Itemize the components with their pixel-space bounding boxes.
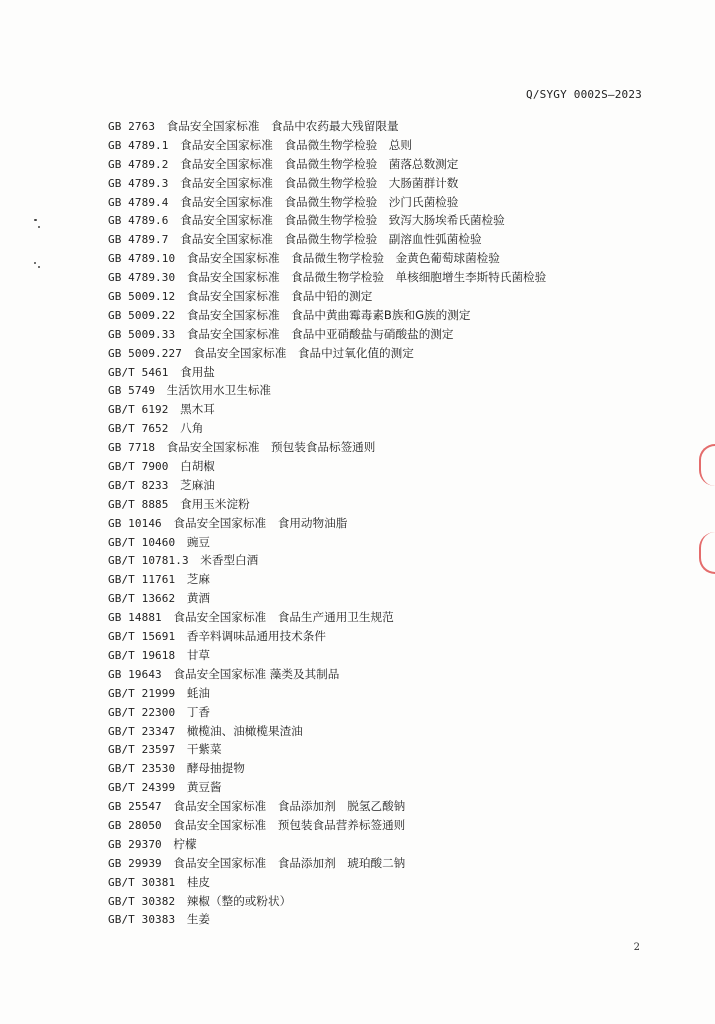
- reference-item: [108, 854, 546, 873]
- standard-code: GB 4789.30: [108, 271, 176, 285]
- normative-references-list: [108, 117, 546, 929]
- standard-code: GB/T 7900: [108, 460, 169, 474]
- standard-title: 食品安全国家标准 食品中铅的测定: [186, 289, 373, 304]
- reference-item: [108, 193, 546, 212]
- reference-item: [108, 136, 546, 155]
- scan-speck: [38, 266, 40, 268]
- standard-title: 食品安全国家标准 食品中过氧化值的测定: [193, 345, 414, 360]
- standard-code: GB 4789.1: [108, 138, 169, 152]
- standard-title: 黄豆酱: [186, 780, 222, 795]
- reference-item: [108, 570, 546, 589]
- seal-stamp-edge: [699, 444, 715, 486]
- reference-item: [108, 249, 546, 268]
- standard-title: 食用盐: [180, 364, 215, 379]
- reference-item: [108, 759, 546, 778]
- standard-title: 芝麻: [186, 572, 211, 587]
- reference-item: [108, 457, 546, 476]
- standard-code: GB 4789.10: [108, 252, 176, 266]
- standard-title: 食品安全国家标准 食品微生物学检验 大肠菌群计数: [180, 175, 459, 190]
- standard-code: GB/T 10781.3: [108, 554, 189, 568]
- standard-title: 豌豆: [186, 534, 211, 549]
- reference-item: [108, 476, 546, 495]
- standard-code: GB 4789.4: [108, 195, 169, 209]
- standard-code: GB 5009.33: [108, 327, 176, 341]
- reference-item: [108, 892, 546, 911]
- standard-title: 生活饮用水卫生标准: [166, 383, 272, 398]
- standard-title: 桂皮: [186, 874, 211, 889]
- standard-code: GB/T 10460: [108, 535, 176, 549]
- standard-title: 食品安全国家标准 食品中亚硝酸盐与硝酸盐的测定: [186, 326, 454, 341]
- reference-item: [108, 665, 546, 684]
- reference-item: [108, 514, 546, 533]
- reference-item: [108, 589, 546, 608]
- reference-item: [108, 495, 546, 514]
- standard-title: 食品安全国家标准 食品微生物学检验 金黄色葡萄球菌检验: [186, 251, 500, 266]
- reference-item: [108, 117, 546, 136]
- standard-code: GB/T 21999: [108, 686, 176, 700]
- standard-code: GB 5009.12: [108, 290, 176, 304]
- standard-code: GB/T 23530: [108, 762, 176, 776]
- standard-code: GB 28050: [108, 818, 162, 832]
- standard-title: 食用玉米淀粉: [180, 496, 250, 511]
- reference-item: [108, 778, 546, 797]
- scan-speck: [34, 219, 37, 221]
- reference-item: [108, 174, 546, 193]
- standard-code: GB/T 30382: [108, 894, 176, 908]
- standard-code: GB 4789.2: [108, 157, 169, 171]
- reference-item: [108, 797, 546, 816]
- reference-item: [108, 646, 546, 665]
- standard-title: 黄酒: [186, 591, 211, 606]
- standard-title: 食品安全国家标准 食品中黄曲霉毒素B族和G族的测定: [186, 307, 471, 322]
- standard-code: GB/T 23597: [108, 743, 176, 757]
- standard-code: GB/T 8885: [108, 497, 169, 511]
- scan-speck: [34, 262, 36, 264]
- seal-stamp-edge: [699, 532, 715, 574]
- standard-code: GB/T 11761: [108, 573, 176, 587]
- standard-code: GB/T 23347: [108, 724, 176, 738]
- standard-code: GB 4789.6: [108, 214, 169, 228]
- standard-code: GB/T 30381: [108, 875, 176, 889]
- standard-title: 甘草: [186, 647, 211, 662]
- standard-code: GB 7718: [108, 441, 156, 455]
- reference-item: [108, 608, 546, 627]
- standard-code: GB 5009.227: [108, 346, 182, 360]
- reference-item: [108, 684, 546, 703]
- standard-title: 食品安全国家标准 食品添加剂 脱氢乙酸钠: [173, 799, 406, 814]
- standard-title: 橄榄油、油橄榄果渣油: [186, 723, 303, 738]
- standard-code: GB 5749: [108, 384, 156, 398]
- standard-title: 食品安全国家标准 预包装食品标签通则: [166, 440, 376, 455]
- standard-title: 食品安全国家标准 食品微生物学检验 沙门氏菌检验: [180, 194, 459, 209]
- reference-item: [108, 363, 546, 382]
- document-id-header: Q/SYGY 0002S—2023: [526, 88, 642, 101]
- standard-code: GB 19643: [108, 667, 162, 681]
- reference-item: [108, 703, 546, 722]
- standard-code: GB 4789.7: [108, 233, 169, 247]
- standard-title: 蚝油: [186, 685, 211, 700]
- reference-item: [108, 381, 546, 400]
- standard-title: 食品安全国家标准 食用动物油脂: [173, 515, 348, 530]
- standard-code: GB/T 15691: [108, 630, 176, 644]
- standard-code: GB/T 22300: [108, 705, 176, 719]
- standard-title: 食品安全国家标准 食品添加剂 琥珀酸二钠: [173, 855, 406, 870]
- reference-item: [108, 551, 546, 570]
- reference-item: [108, 816, 546, 835]
- standard-code: GB 2763: [108, 120, 156, 133]
- reference-item: [108, 438, 546, 457]
- standard-code: GB 14881: [108, 611, 162, 625]
- standard-title: 食品安全国家标准 藻类及其制品: [173, 666, 340, 681]
- standard-title: 食品安全国家标准 食品微生物学检验 总则: [180, 137, 412, 152]
- standard-code: GB/T 6192: [108, 403, 169, 417]
- reference-item: [108, 419, 546, 438]
- standard-title: 食品安全国家标准 食品微生物学检验 致泻大肠埃希氏菌检验: [180, 213, 505, 228]
- reference-item: [108, 400, 546, 419]
- standard-code: GB/T 19618: [108, 648, 176, 662]
- standard-title: 食品安全国家标准 食品中农药最大残留限量: [166, 119, 399, 133]
- standard-code: GB/T 13662: [108, 592, 176, 606]
- standard-title: 柠檬: [173, 836, 197, 851]
- reference-item: [108, 722, 546, 741]
- standard-code: GB/T 30383: [108, 913, 176, 927]
- standard-code: GB/T 7652: [108, 422, 169, 436]
- standard-title: 食品安全国家标准 食品微生物学检验 副溶血性弧菌检验: [180, 232, 482, 247]
- standard-code: GB/T 24399: [108, 781, 176, 795]
- standard-code: GB 29939: [108, 856, 162, 870]
- standard-title: 酵母抽提物: [186, 761, 245, 776]
- standard-title: 八角: [180, 421, 204, 436]
- standard-code: GB 10146: [108, 516, 162, 530]
- standard-title: 生姜: [186, 912, 211, 927]
- reference-item: [108, 835, 546, 854]
- scan-speck: [38, 226, 40, 228]
- standard-code: GB 25547: [108, 800, 162, 814]
- reference-item: [108, 306, 546, 325]
- reference-item: [108, 287, 546, 306]
- standard-code: GB 29370: [108, 837, 162, 851]
- standard-title: 芝麻油: [180, 477, 215, 492]
- standard-title: 食品安全国家标准 预包装食品营养标签通则: [173, 817, 406, 832]
- standard-title: 丁香: [186, 704, 211, 719]
- reference-item: [108, 344, 546, 363]
- standard-code: GB 4789.3: [108, 176, 169, 190]
- page-number: 2: [633, 942, 640, 953]
- standard-code: GB 5009.22: [108, 308, 176, 322]
- reference-item: [108, 155, 546, 174]
- standard-title: 黑木耳: [180, 402, 215, 417]
- reference-item: [108, 873, 546, 892]
- reference-item: [108, 740, 546, 759]
- standard-title: 食品安全国家标准 食品微生物学检验 单核细胞增生李斯特氏菌检验: [186, 270, 547, 285]
- standard-code: GB/T 5461: [108, 365, 169, 379]
- standard-title: 香辛料调味品通用技术条件: [186, 629, 326, 644]
- reference-item: [108, 627, 546, 646]
- standard-title: 干紫菜: [186, 742, 222, 757]
- standard-code: GB/T 8233: [108, 478, 169, 492]
- standard-title: 食品安全国家标准 食品生产通用卫生规范: [173, 610, 394, 625]
- reference-item: [108, 910, 546, 929]
- standard-title: 食品安全国家标准 食品微生物学检验 菌落总数测定: [180, 156, 459, 171]
- reference-item: [108, 268, 546, 287]
- standard-title: 辣椒（整的或粉状）: [186, 893, 292, 908]
- reference-item: [108, 533, 546, 552]
- reference-item: [108, 230, 546, 249]
- reference-item: [108, 211, 546, 230]
- reference-item: [108, 325, 546, 344]
- standard-title: 白胡椒: [180, 459, 215, 474]
- standard-title: 米香型白酒: [200, 553, 259, 568]
